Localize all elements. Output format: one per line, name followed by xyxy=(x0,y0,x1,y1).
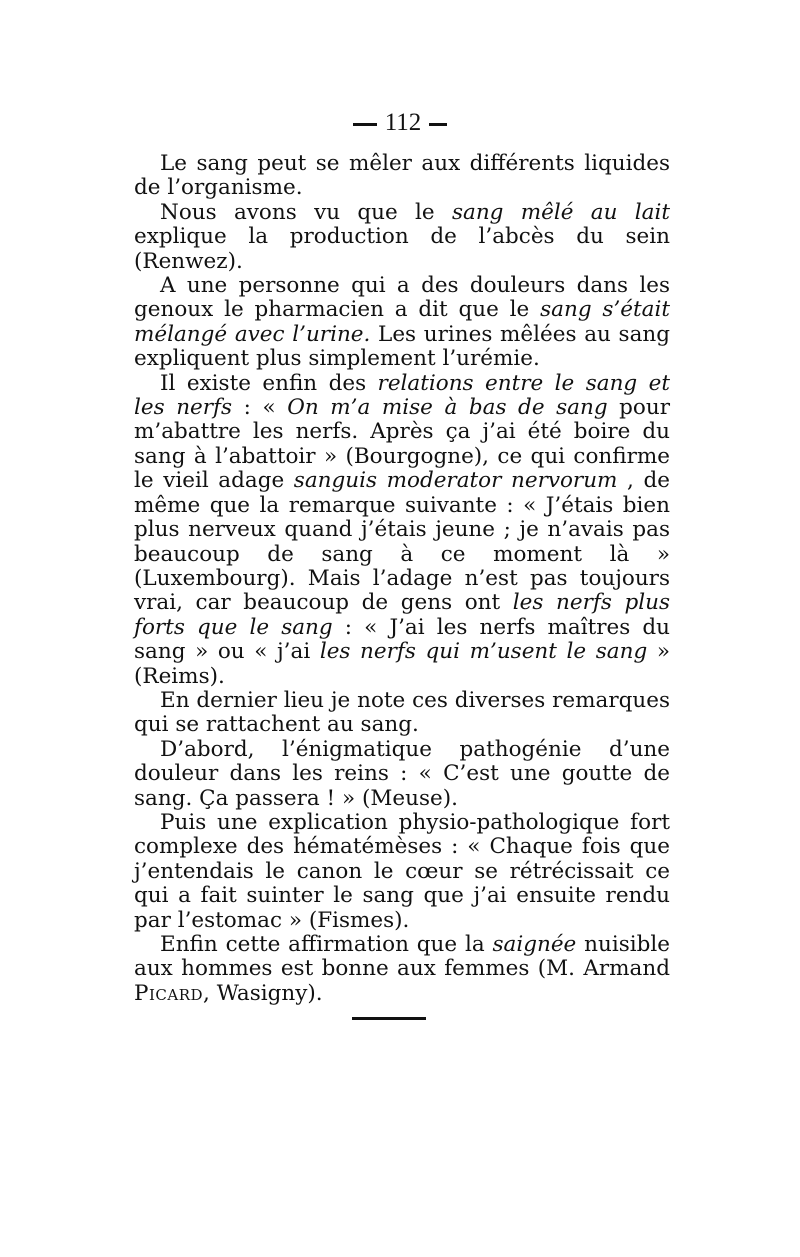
text-run: pour m’abattre les nerfs. Après ça j’ai été boire du sang à l’abattoir » (Bourgogne), ce qui confirme le vieil adage xyxy=(134,395,671,494)
paragraph xyxy=(134,274,670,372)
header-dash-left xyxy=(353,123,377,126)
italic-text: sang s’était mélangé avec l’urine. xyxy=(134,297,670,347)
end-rule-divider xyxy=(352,1017,426,1020)
text-run: Enfin cette affirmation que la xyxy=(160,932,493,957)
paragraph xyxy=(134,689,670,738)
text-run: nuisible aux hommes est bonne aux femmes (M. Armand xyxy=(134,932,670,982)
text-run: : « xyxy=(232,395,288,421)
text-run: » (Reims). xyxy=(134,639,670,689)
italic-text: les nerfs qui m’usent le sang xyxy=(319,639,648,665)
paragraph xyxy=(134,738,670,811)
text-run: explique la production de l’abcès du sein (Renwez). xyxy=(134,224,670,274)
text-run: Il existe enfin des xyxy=(160,370,378,396)
paragraph xyxy=(134,201,670,274)
italic-text: sang mêlé au lait xyxy=(451,199,670,225)
author-name: Picard xyxy=(134,980,204,1006)
italic-text: On m’a mise à bas de sang xyxy=(287,395,608,421)
text-run: Les urines mêlées au sang expliquent plus simplement l’urémie. xyxy=(134,321,671,372)
italic-text: relations entre le sang et les nerfs xyxy=(134,370,670,421)
page-number-header xyxy=(0,108,800,138)
body-text xyxy=(134,152,670,1006)
italic-text: les nerfs plus forts que le sang xyxy=(134,590,670,640)
text-run: En dernier lieu je note ces diverses remarques qui se rattachent au sang. xyxy=(134,687,670,738)
header-dash-right xyxy=(429,123,447,126)
paragraph xyxy=(134,152,670,201)
paragraph xyxy=(134,933,670,1006)
paragraph xyxy=(134,811,670,933)
text-run: Puis une explication physio-pathologique fort complexe des hématémèses : « Chaque fois que j’entendais le canon le cœur se rétrécissait ce qui a fait suinter le sang que j’ai ensuite rendu par l’estomac » (Fismes). xyxy=(134,809,670,933)
italic-text: saignée xyxy=(492,932,577,957)
text-run: , de même que la remarque suivante : « J’étais bien plus nerveux quand j’étais jeune ; je n’avais pas beaucoup de sang à ce moment là » (Luxembourg). Mais l’adage n’est pas toujours vrai, car beaucoup de gens ont xyxy=(134,468,670,616)
text-run: Nous avons vu que le xyxy=(160,199,452,225)
italic-text: sanguis moderator nervorum xyxy=(293,468,618,494)
text-run: , Wasigny). xyxy=(203,980,323,1006)
text-run: A une personne qui a des douleurs dans les genoux le pharmacien a dit que le xyxy=(134,273,670,323)
text-run: : « J’ai les nerfs maîtres du sang » ou « j’ai xyxy=(134,614,670,665)
paragraph xyxy=(134,372,670,689)
text-run: Le sang peut se mêler aux différents liquides de l’organisme. xyxy=(134,151,670,201)
page-number: 112 xyxy=(384,109,422,136)
text-run: D’abord, l’énigmatique pathogénie d’une douleur dans les reins : « C’est une goutte de sang. Ça passera ! » (Meuse). xyxy=(134,736,670,811)
